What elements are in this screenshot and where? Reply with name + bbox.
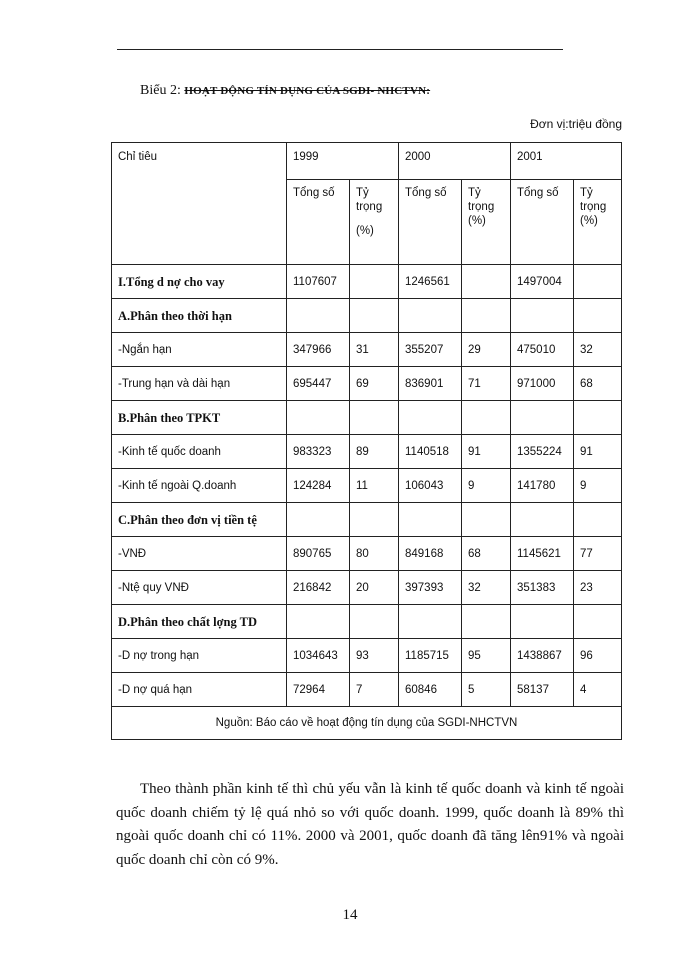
row-label: -Ntệ quy VNĐ (112, 571, 287, 605)
header-year-1999: 1999 (287, 143, 399, 180)
row-label: -Kinh tế quốc doanh (112, 435, 287, 469)
cell-p2001 (574, 503, 622, 537)
page-number: 14 (342, 907, 358, 923)
table-row (112, 537, 622, 571)
cell-p2000: 91 (462, 435, 511, 469)
row-label: -VNĐ (112, 537, 287, 571)
cell-p2000: 71 (462, 367, 511, 401)
cell-v2001 (511, 401, 574, 435)
row-label: -D nợ trong hạn (112, 639, 287, 673)
table-row (112, 639, 622, 673)
table-row (112, 571, 622, 605)
row-label: -Kinh tế ngoài Q.doanh (112, 469, 287, 503)
header-year-2000: 2000 (399, 143, 511, 180)
cell-p2000: 9 (462, 469, 511, 503)
ratio-unit: (%) (356, 225, 374, 237)
ratio-label: Tỷ trọng (356, 187, 383, 213)
cell-p2000: 29 (462, 333, 511, 367)
header-year-2001: 2001 (511, 143, 622, 180)
cell-v2001 (511, 503, 574, 537)
table-row (112, 299, 622, 333)
cell-p1999 (350, 401, 399, 435)
cell-p2000: 95 (462, 639, 511, 673)
table-row (112, 469, 622, 503)
cell-p2001: 68 (574, 367, 622, 401)
cell-p2000 (462, 401, 511, 435)
cell-p2001: 96 (574, 639, 622, 673)
cell-p2001: 4 (574, 673, 622, 707)
cell-v2001 (511, 299, 574, 333)
table-row (112, 673, 622, 707)
body-paragraph: Theo thành phần kinh tế thì chủ yếu vẫn là kinh tế quốc doanh và kinh tế ngoài quốc doanh chiếm tỷ lệ quá nhỏ so với quốc doanh. 1999, quốc doanh là 89% thì ngoài quốc doanh chỉ có 11%. 2000 và 2001, quốc doanh đã tăng lên91% và ngoài quốc doanh chỉ còn có 9%. (116, 781, 624, 868)
cell-p1999: 7 (350, 673, 399, 707)
cell-v1999: 1034643 (287, 639, 350, 673)
cell-v2000: 355207 (399, 333, 462, 367)
cell-v1999 (287, 503, 350, 537)
row-label: -Ngắn hạn (112, 333, 287, 367)
subheader-ratio-2001: Tỷ trọng (%) (574, 180, 622, 265)
cell-p1999 (350, 299, 399, 333)
cell-v1999 (287, 605, 350, 639)
cell-p2001: 23 (574, 571, 622, 605)
cell-p2001: 91 (574, 435, 622, 469)
cell-p1999: 89 (350, 435, 399, 469)
table-row (112, 605, 622, 639)
cell-v2000: 106043 (399, 469, 462, 503)
cell-v2001: 141780 (511, 469, 574, 503)
cell-v2001: 1145621 (511, 537, 574, 571)
section-label: A.Phân theo thời hạn (112, 299, 287, 333)
section-label: C.Phân theo đơn vị tiền tệ (112, 503, 287, 537)
cell-p1999: 93 (350, 639, 399, 673)
cell-p2001: 77 (574, 537, 622, 571)
cell-v1999: 983323 (287, 435, 350, 469)
cell-v1999: 1107607 (287, 265, 350, 299)
header-indicator: Chỉ tiêu (112, 143, 287, 265)
cell-v2000 (399, 605, 462, 639)
caption-prefix: Biểu 2: (140, 83, 181, 98)
cell-p1999 (350, 605, 399, 639)
header-rule (117, 49, 563, 50)
table-row (112, 367, 622, 401)
table-source-note: Nguồn: Báo cáo về hoạt động tín dụng của SGDI-NHCTVN (112, 707, 622, 740)
cell-v2000: 397393 (399, 571, 462, 605)
cell-v2000 (399, 503, 462, 537)
cell-p2000 (462, 265, 511, 299)
cell-v2001 (511, 605, 574, 639)
cell-v2001: 475010 (511, 333, 574, 367)
row-label: -D nợ quá hạn (112, 673, 287, 707)
table-row (112, 265, 622, 299)
cell-p2001: 9 (574, 469, 622, 503)
cell-v1999 (287, 401, 350, 435)
table-header-row (112, 143, 622, 180)
cell-p1999: 20 (350, 571, 399, 605)
cell-p1999: 80 (350, 537, 399, 571)
cell-v1999: 347966 (287, 333, 350, 367)
table-row (112, 503, 622, 537)
cell-v1999: 695447 (287, 367, 350, 401)
cell-v2000: 836901 (399, 367, 462, 401)
cell-v2000: 1185715 (399, 639, 462, 673)
cell-p1999: 31 (350, 333, 399, 367)
subheader-total-1999: Tổng số (287, 180, 350, 265)
cell-p2001 (574, 401, 622, 435)
cell-p1999 (350, 265, 399, 299)
cell-p2001: 32 (574, 333, 622, 367)
table-caption (140, 83, 430, 99)
cell-p2000: 5 (462, 673, 511, 707)
cell-p2000 (462, 605, 511, 639)
unit-note: Đơn vị:triệu đồng (530, 117, 622, 131)
cell-p2000: 68 (462, 537, 511, 571)
source-row (112, 707, 622, 740)
cell-v2000 (399, 299, 462, 333)
cell-p2001 (574, 265, 622, 299)
subheader-total-2000: Tổng số (399, 180, 462, 265)
cell-p1999: 69 (350, 367, 399, 401)
cell-v1999: 216842 (287, 571, 350, 605)
caption-heading: HOẠT ĐỘNG TÍN DỤNG CỦA SGDI- NHCTVN: (184, 85, 431, 97)
cell-v1999: 890765 (287, 537, 350, 571)
section-label: D.Phân theo chất lợng TD (112, 605, 287, 639)
cell-p2001 (574, 299, 622, 333)
cell-v2001: 58137 (511, 673, 574, 707)
cell-v2001: 1438867 (511, 639, 574, 673)
cell-v2000: 849168 (399, 537, 462, 571)
table-row (112, 435, 622, 469)
cell-v1999 (287, 299, 350, 333)
cell-v2000 (399, 401, 462, 435)
cell-p1999: 11 (350, 469, 399, 503)
cell-v1999: 124284 (287, 469, 350, 503)
cell-v2001: 1355224 (511, 435, 574, 469)
cell-p2000 (462, 503, 511, 537)
cell-p1999 (350, 503, 399, 537)
cell-v2000: 1246561 (399, 265, 462, 299)
subheader-total-2001: Tổng số (511, 180, 574, 265)
cell-v2000: 60846 (399, 673, 462, 707)
cell-v2001: 351383 (511, 571, 574, 605)
row-label: -Trung hạn và dài hạn (112, 367, 287, 401)
cell-p2001 (574, 605, 622, 639)
cell-v1999: 72964 (287, 673, 350, 707)
table-row (112, 333, 622, 367)
subheader-ratio-2000: Tỷ trọng (%) (462, 180, 511, 265)
cell-v2001: 1497004 (511, 265, 574, 299)
section-label: B.Phân theo TPKT (112, 401, 287, 435)
subheader-ratio-1999 (350, 180, 399, 265)
cell-p2000: 32 (462, 571, 511, 605)
section-label: I.Tổng d nợ cho vay (112, 265, 287, 299)
credit-activity-table (111, 142, 622, 740)
cell-v2000: 1140518 (399, 435, 462, 469)
cell-p2000 (462, 299, 511, 333)
cell-v2001: 971000 (511, 367, 574, 401)
table-row (112, 401, 622, 435)
